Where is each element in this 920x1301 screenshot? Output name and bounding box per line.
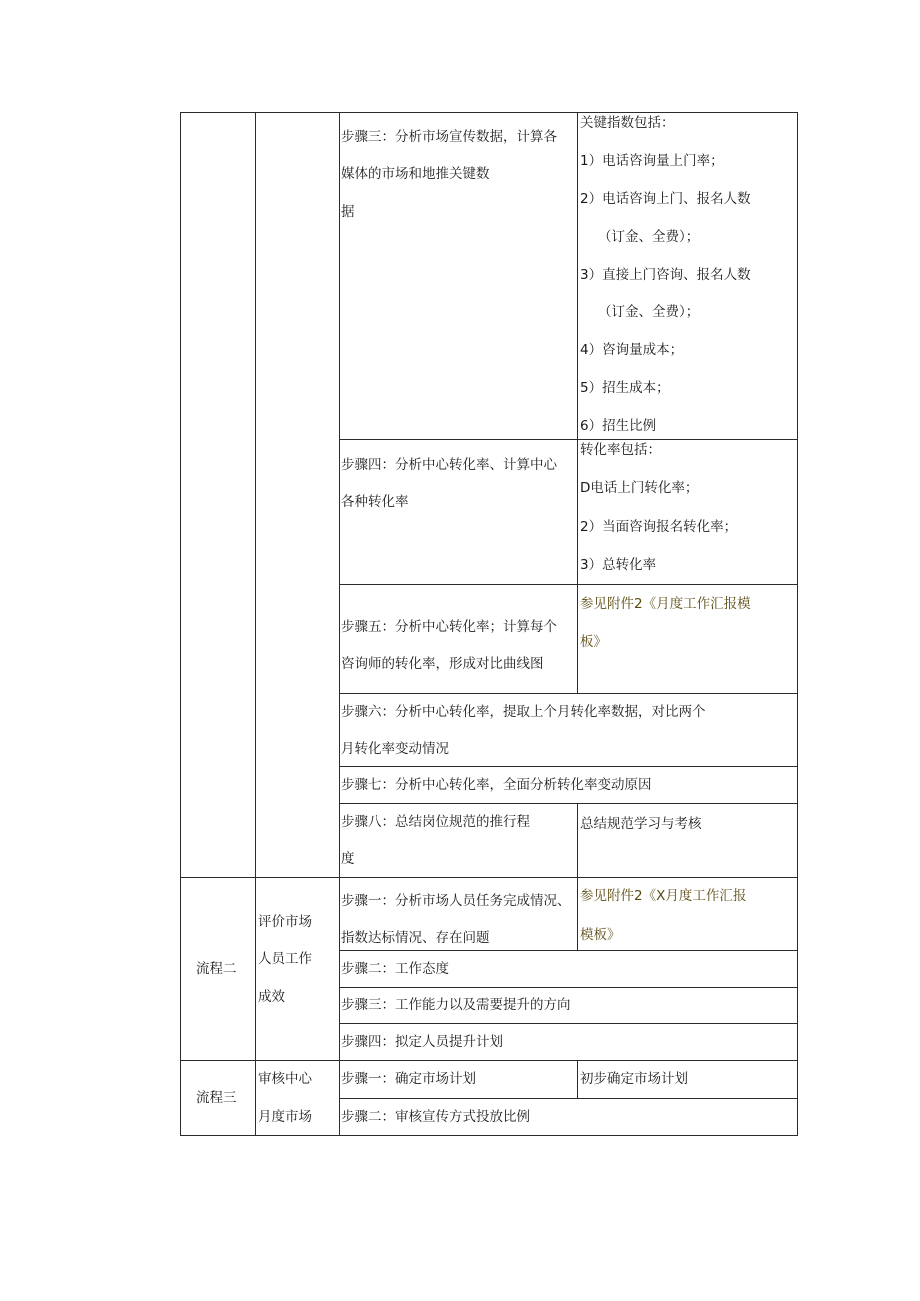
table-border-top bbox=[180, 112, 798, 113]
row-divider bbox=[339, 987, 798, 988]
row-divider bbox=[339, 693, 798, 694]
step4-note: 2）当面咨询报名转化率； bbox=[580, 519, 738, 535]
step4-note: 3）总转化率 bbox=[580, 557, 657, 573]
flow2-step2: 步骤二：工作态度 bbox=[341, 961, 449, 977]
row-divider bbox=[339, 950, 798, 951]
flow3-name-line: 审核中心 bbox=[258, 1071, 312, 1087]
flow2-step3: 步骤三：工作能力以及需要提升的方向 bbox=[341, 997, 571, 1013]
column-divider bbox=[577, 803, 578, 877]
attachment-reference: 参见附件2《月度工作汇报模 bbox=[580, 596, 751, 612]
step3-note: 3）直接上门咨询、报名人数 bbox=[580, 267, 751, 283]
flow2-step1-line: 指数达标情况、存在问题 bbox=[341, 930, 490, 946]
attachment-reference: 模板》 bbox=[580, 927, 621, 943]
step3-line: 步骤三：分析市场宣传数据，计算各 bbox=[341, 129, 557, 145]
row-divider bbox=[339, 439, 798, 440]
step4-line: 步骤四：分析中心转化率、计算中心 bbox=[341, 457, 557, 473]
flow2-name-line: 人员工作 bbox=[258, 951, 312, 967]
flow2-name-line: 成效 bbox=[258, 989, 285, 1005]
flow3-step1: 步骤一：确定市场计划 bbox=[341, 1071, 476, 1087]
flow2-label: 流程二 bbox=[196, 961, 237, 977]
row-divider bbox=[180, 877, 798, 878]
row-divider bbox=[339, 584, 798, 585]
step3-note: 1）电话咨询量上门率； bbox=[580, 153, 724, 169]
step6-line: 月转化率变动情况 bbox=[341, 741, 449, 757]
step3-note: 2）电话咨询上门、报名人数 bbox=[580, 191, 751, 207]
step8-line: 度 bbox=[341, 851, 355, 867]
step8-line: 步骤八：总结岗位规范的推行程 bbox=[341, 814, 530, 830]
row-divider bbox=[339, 1098, 798, 1099]
table-border-bottom bbox=[180, 1135, 798, 1136]
column-divider bbox=[577, 1060, 578, 1098]
flow3-name-line: 月度市场 bbox=[258, 1109, 312, 1125]
step6-line: 步骤六：分析中心转化率，提取上个月转化率数据，对比两个 bbox=[341, 704, 706, 720]
flow2-name-line: 评价市场 bbox=[258, 914, 312, 930]
step4-note: D电话上门转化率； bbox=[580, 480, 699, 496]
step3-note: 6）招生比例 bbox=[580, 418, 657, 434]
row-divider bbox=[180, 1060, 798, 1061]
step4-note: 转化率包括： bbox=[580, 442, 661, 458]
column-divider bbox=[577, 112, 578, 693]
attachment-reference: 板》 bbox=[580, 634, 607, 650]
step3-line: 媒体的市场和地推关键数 bbox=[341, 166, 490, 182]
step4-line: 各种转化率 bbox=[341, 494, 409, 510]
row-divider bbox=[339, 1023, 798, 1024]
table-border-left bbox=[180, 112, 181, 1136]
column-divider bbox=[577, 877, 578, 950]
flow3-label: 流程三 bbox=[196, 1090, 237, 1106]
step8-note: 总结规范学习与考核 bbox=[580, 816, 702, 832]
step3-note: （订金、全费）； bbox=[598, 304, 700, 320]
column-divider bbox=[255, 112, 256, 1136]
table-border-right bbox=[797, 112, 798, 1136]
step5-line: 步骤五：分析中心转化率；计算每个 bbox=[341, 619, 557, 635]
step3-note: 关键指数包括： bbox=[580, 115, 675, 131]
step5-line: 咨询师的转化率，形成对比曲线图 bbox=[341, 656, 544, 672]
step3-note: 5）招生成本； bbox=[580, 380, 670, 396]
row-divider bbox=[339, 766, 798, 767]
column-divider bbox=[339, 112, 340, 1136]
flow2-step1-line: 步骤一：分析市场人员任务完成情况、 bbox=[341, 893, 571, 909]
step3-line: 据 bbox=[341, 204, 355, 220]
flow3-step2: 步骤二：审核宣传方式投放比例 bbox=[341, 1109, 530, 1125]
attachment-reference: 参见附件2《X月度工作汇报 bbox=[580, 888, 747, 904]
row-divider bbox=[339, 803, 798, 804]
flow3-step1-note: 初步确定市场计划 bbox=[580, 1071, 688, 1087]
step7-line: 步骤七：分析中心转化率，全面分析转化率变动原因 bbox=[341, 777, 652, 793]
flow2-step4: 步骤四：拟定人员提升计划 bbox=[341, 1034, 503, 1050]
step3-note: 4）咨询量成本； bbox=[580, 342, 684, 358]
step3-note: （订金、全费）； bbox=[598, 229, 700, 245]
